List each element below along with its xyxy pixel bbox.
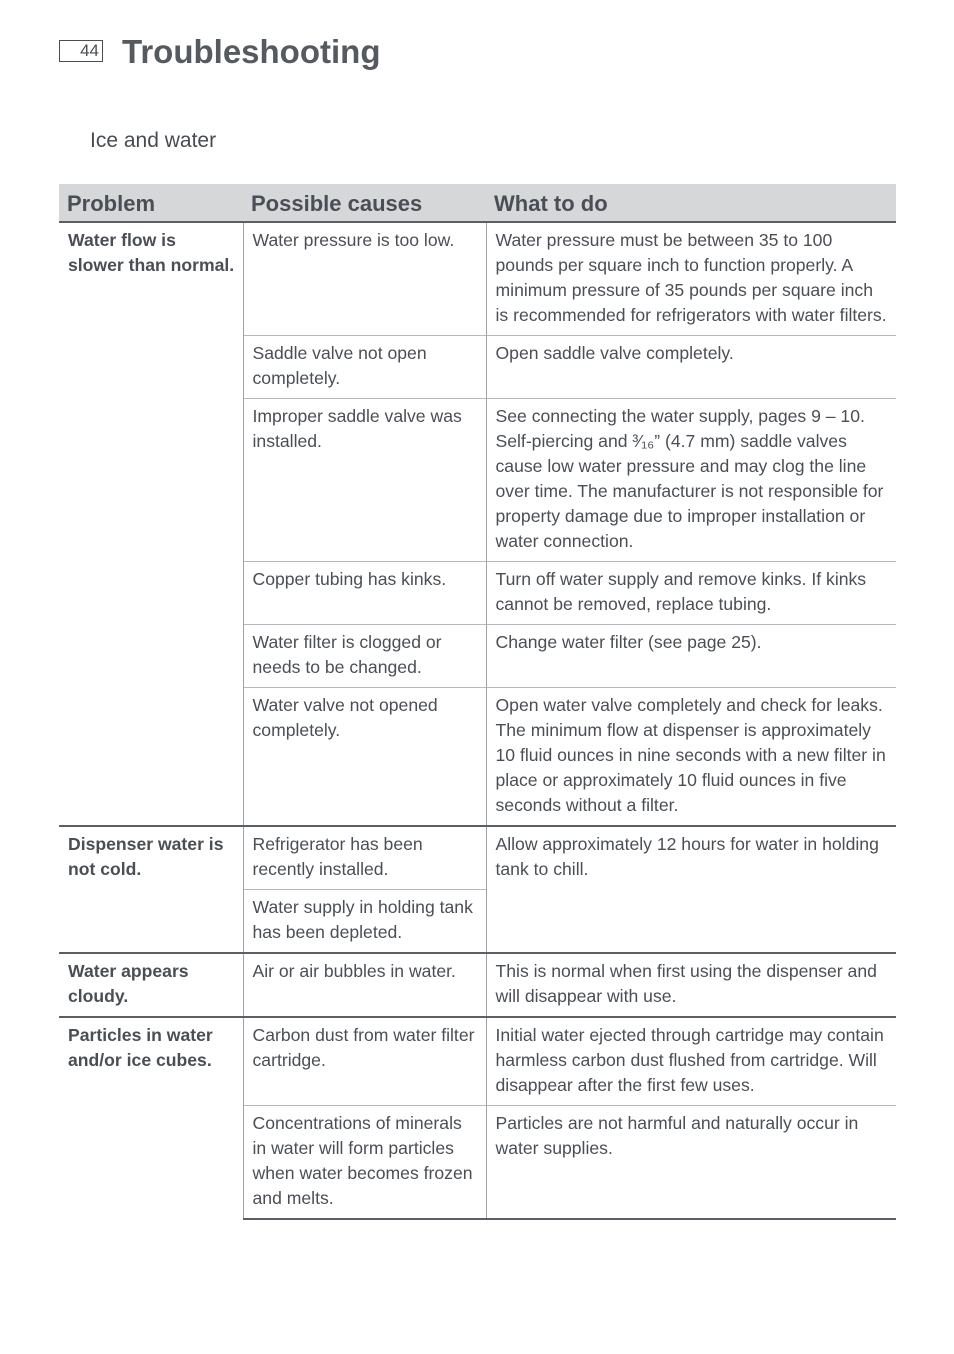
table-row (59, 953, 896, 1017)
page-title: Troubleshooting (122, 33, 381, 70)
problem-cell: Water appears cloudy. (59, 953, 243, 1017)
troubleshooting-table (59, 184, 896, 1220)
cause-cell: Water filter is clogged or needs to be changed. (243, 625, 486, 688)
todo-cell: Allow approximately 12 hours for water in holding tank to chill. (486, 826, 896, 953)
problem-cell: Water flow is slower than normal. (59, 222, 243, 826)
problem-cell: Dispenser water is not cold. (59, 826, 243, 953)
todo-cell: Open water valve completely and check for leaks. The minimum flow at dispenser is approximately 10 fluid ounces in nine seconds with a new filter in place or approximately 10 fluid ounces in five seconds without a filter. (486, 688, 896, 827)
todo-cell: Turn off water supply and remove kinks. If kinks cannot be removed, replace tubing. (486, 562, 896, 625)
problem-cell: Particles in water and/or ice cubes. (59, 1017, 243, 1219)
table-row (59, 826, 896, 890)
header-possible-causes: Possible causes (243, 184, 486, 222)
todo-cell: Particles are not harmful and naturally occur in water supplies. (486, 1106, 896, 1220)
todo-cell: Open saddle valve completely. (486, 336, 896, 399)
cause-cell: Water valve not opened completely. (243, 688, 486, 827)
todo-cell: Change water filter (see page 25). (486, 625, 896, 688)
cause-cell: Water pressure is too low. (243, 222, 486, 336)
section-title: Ice and water (90, 129, 217, 152)
table-row (59, 222, 896, 336)
cause-cell: Concentrations of minerals in water will form particles when water becomes frozen and melts. (243, 1106, 486, 1220)
cause-cell: Copper tubing has kinks. (243, 562, 486, 625)
cause-cell: Saddle valve not open completely. (243, 336, 486, 399)
header-problem: Problem (59, 184, 243, 222)
todo-cell: Water pressure must be between 35 to 100 pounds per square inch to function properly. A minimum pressure of 35 pounds per square inch is recommended for refrigerators with water filters. (495, 230, 887, 325)
todo-cell: This is normal when first using the dispenser and will disappear with use. (486, 953, 896, 1017)
cause-cell: Carbon dust from water filter cartridge. (243, 1017, 486, 1106)
cause-cell: Air or air bubbles in water. (243, 953, 486, 1017)
todo-cell: Initial water ejected through cartridge may contain harmless carbon dust flushed from cartridge. Will disappear after the first few uses. (486, 1017, 896, 1106)
table-header-row (59, 184, 896, 222)
table-row (59, 1017, 896, 1106)
header-what-to-do: What to do (486, 184, 896, 222)
page-number: 44 (59, 40, 103, 62)
todo-cell: See connecting the water supply, pages 9 – 10. Self-piercing and ³⁄₁₆” (4.7 mm) saddle valves cause low water pressure and may clog the line over time. The manufacturer is not responsible for property damage due to improper installation or water connection. (486, 399, 896, 562)
cause-cell: Refrigerator has been recently installed. (243, 826, 486, 890)
cause-cell: Water supply in holding tank has been depleted. (243, 890, 486, 954)
cause-cell: Improper saddle valve was installed. (243, 399, 486, 562)
